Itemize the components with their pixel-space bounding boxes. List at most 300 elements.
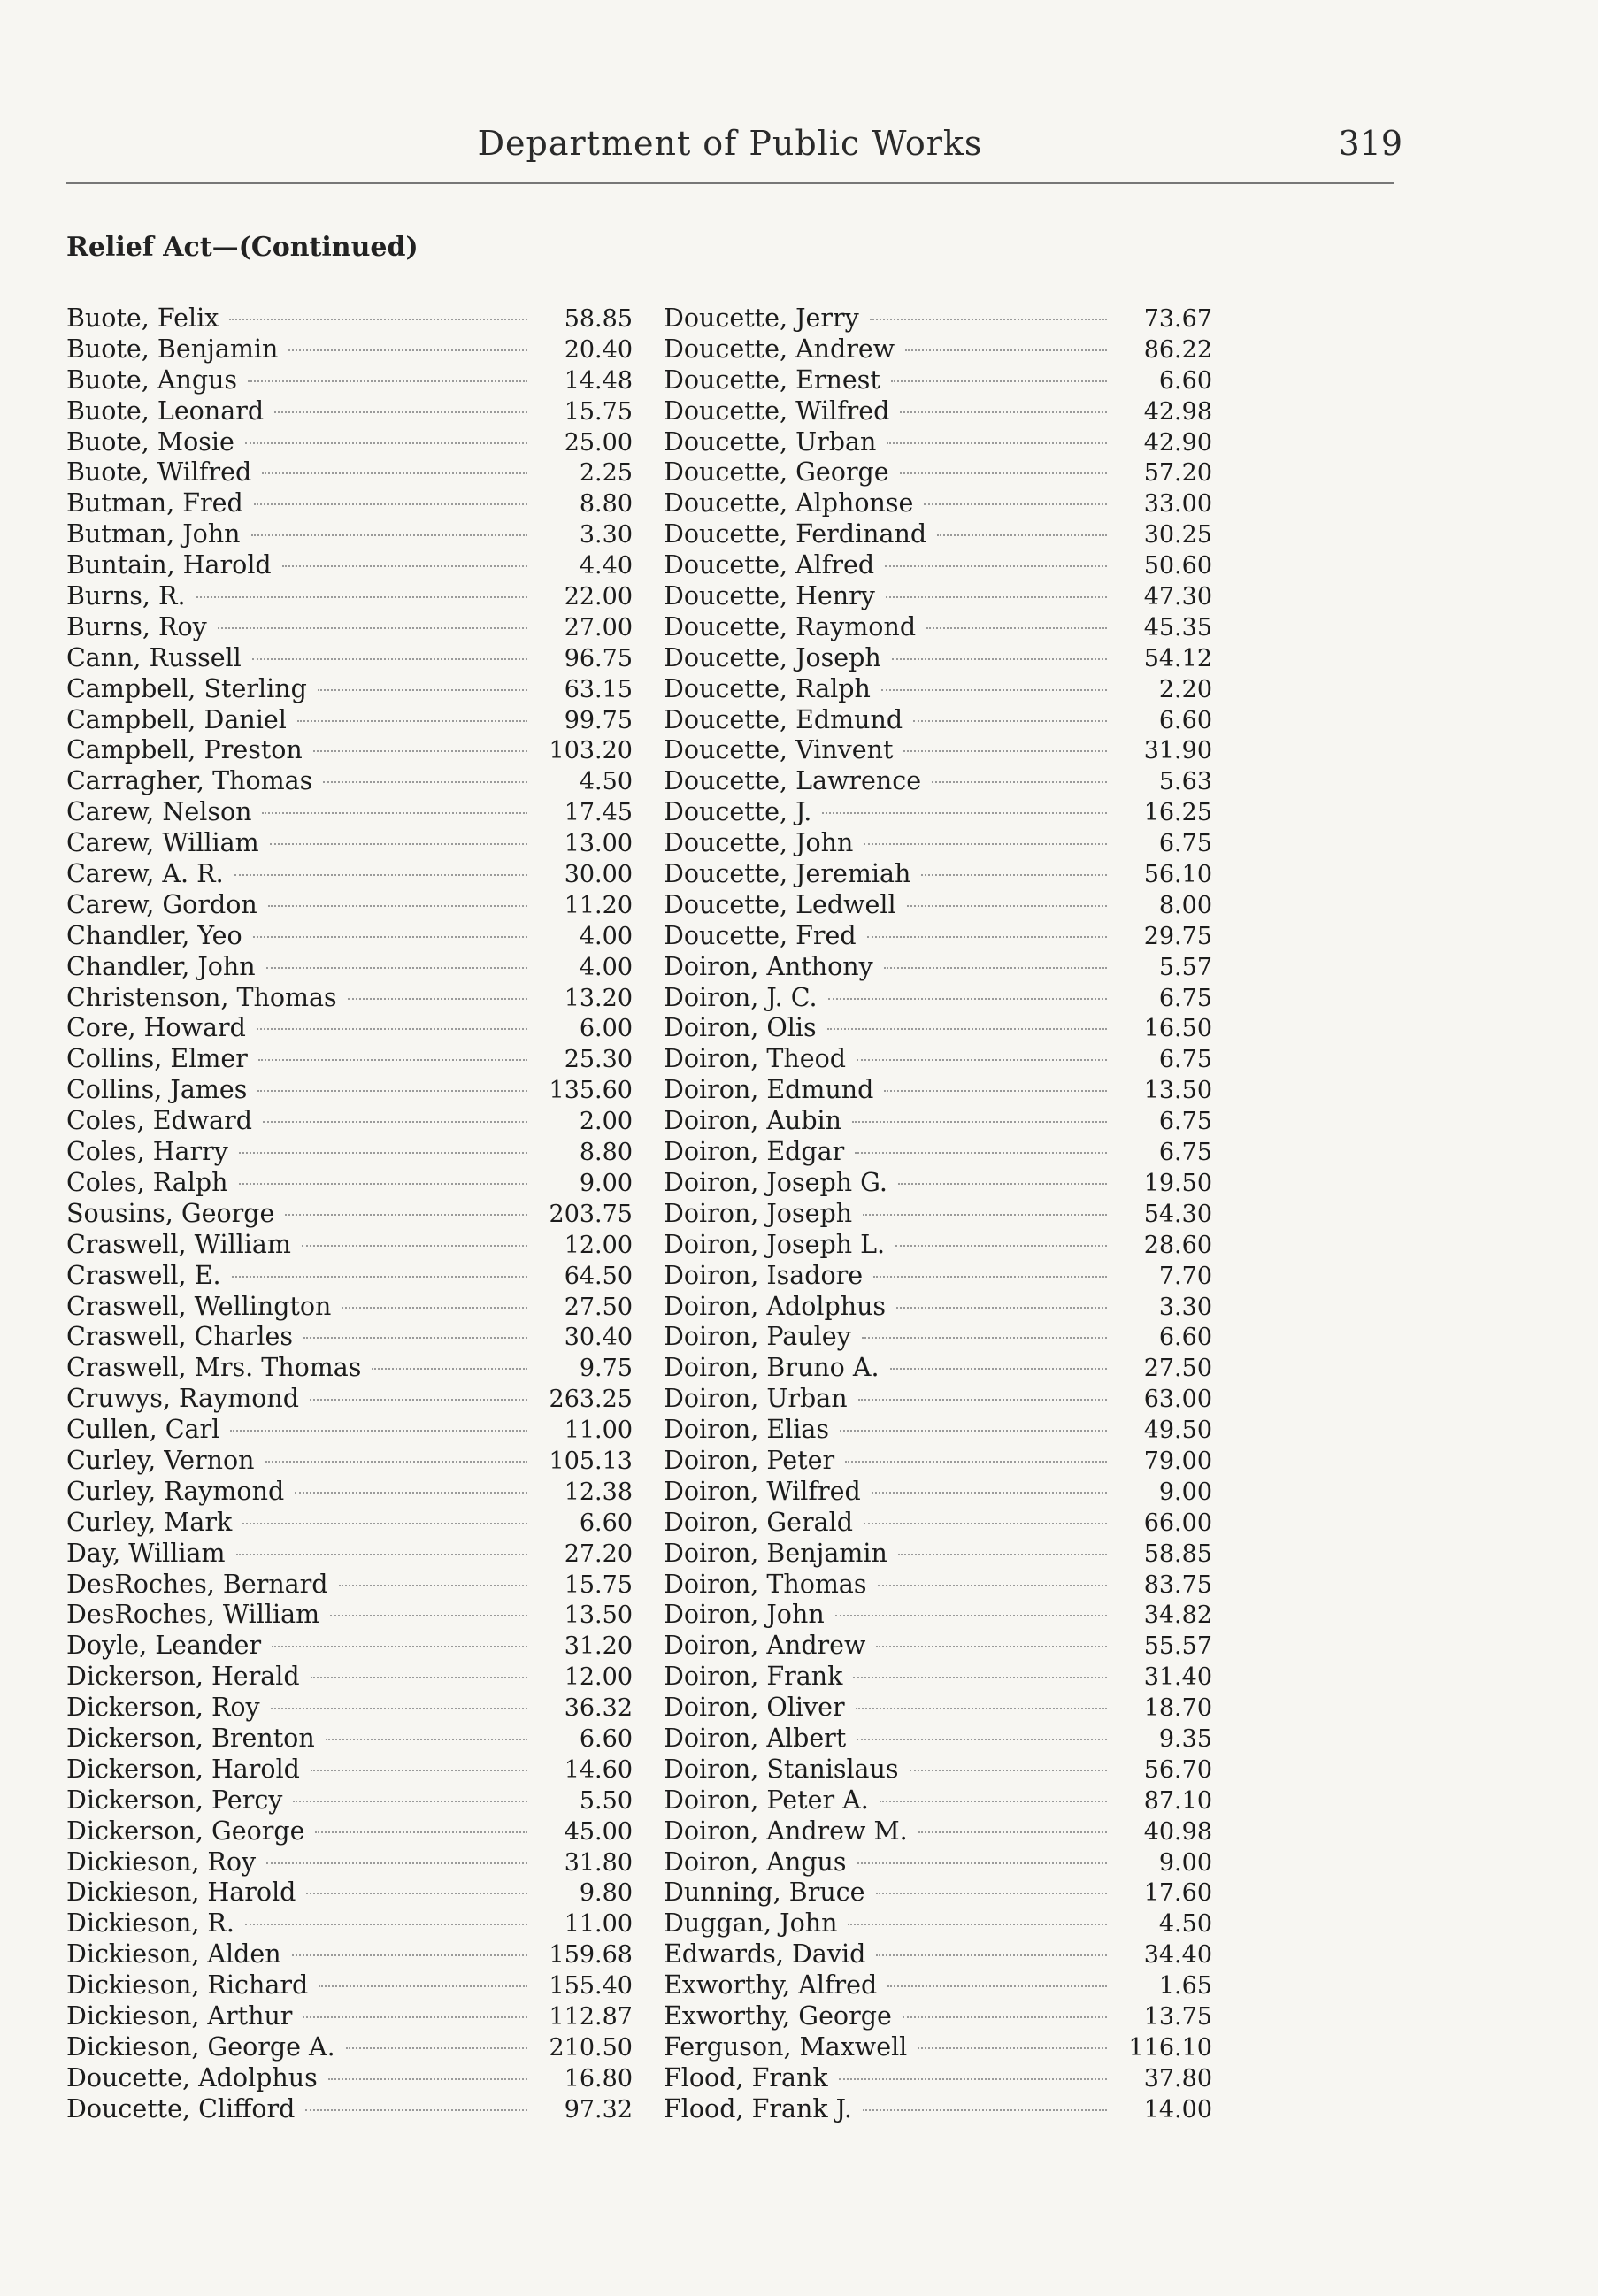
dot-leader xyxy=(258,1059,527,1061)
list-item xyxy=(664,1353,1212,1384)
entry-amount: 9.00 xyxy=(579,1169,633,1197)
entry-amount: 4.50 xyxy=(1158,1910,1212,1939)
entry-name: Chandler, Yeo xyxy=(66,920,242,950)
entry-amount: 6.60 xyxy=(579,1509,633,1537)
entry-name: Buote, Wilfred xyxy=(66,457,252,488)
entry-amount: 79.00 xyxy=(1143,1447,1212,1475)
entry-name: Doyle, Leander xyxy=(66,1631,262,1661)
entry-amount: 13.75 xyxy=(1143,2002,1212,2031)
dot-leader xyxy=(239,1152,527,1154)
entry-amount: 49.50 xyxy=(1143,1417,1212,1445)
dot-leader xyxy=(924,503,1107,505)
entry-name: Exworthy, George xyxy=(664,2000,892,2031)
list-item xyxy=(66,550,633,581)
entry-name: Carew, Gordon xyxy=(66,889,257,919)
dot-leader xyxy=(266,967,527,969)
entry-amount: 87.10 xyxy=(1143,1786,1212,1815)
entry-name: Doucette, Raymond xyxy=(664,611,917,641)
dot-leader xyxy=(876,1893,1108,1894)
entry-name: Doiron, Theod xyxy=(664,1044,847,1074)
entry-amount: 63.00 xyxy=(1143,1386,1212,1414)
list-item xyxy=(66,1230,633,1261)
dot-leader xyxy=(303,1337,527,1339)
list-item xyxy=(66,1693,633,1724)
entry-name: Craswell, E. xyxy=(66,1260,221,1290)
list-item xyxy=(664,2094,1212,2125)
entry-name: Collins, James xyxy=(66,1075,248,1105)
list-item xyxy=(66,488,633,519)
dot-leader xyxy=(828,998,1107,1000)
list-item xyxy=(66,1508,633,1539)
entry-amount: 9.80 xyxy=(579,1879,633,1908)
entry-name: Burns, R. xyxy=(66,581,186,611)
entry-name: Doiron, Joseph xyxy=(664,1198,853,1228)
dot-leader xyxy=(285,1214,527,1216)
list-item xyxy=(66,921,633,952)
list-item xyxy=(664,828,1212,859)
dot-leader xyxy=(858,1399,1107,1401)
dot-leader xyxy=(196,596,527,598)
list-item xyxy=(66,735,633,766)
dot-leader xyxy=(898,1554,1107,1555)
entry-amount: 3.30 xyxy=(1158,1293,1212,1321)
entry-amount: 25.30 xyxy=(564,1046,633,1074)
entry-name: Chandler, John xyxy=(66,951,256,981)
dot-leader xyxy=(252,658,527,660)
entry-amount: 30.40 xyxy=(564,1324,633,1352)
entry-amount: 103.20 xyxy=(549,737,633,765)
dot-leader xyxy=(274,411,527,413)
entry-name: Christenson, Thomas xyxy=(66,982,337,1012)
dot-leader xyxy=(326,1739,527,1740)
entry-name: Burns, Roy xyxy=(66,611,207,641)
entry-amount: 58.85 xyxy=(564,305,633,333)
entry-amount: 22.00 xyxy=(564,583,633,611)
entry-amount: 12.00 xyxy=(564,1663,633,1692)
dot-leader xyxy=(921,874,1107,876)
list-item xyxy=(664,396,1212,427)
list-item xyxy=(66,1939,633,1970)
list-item xyxy=(664,2063,1212,2094)
list-item xyxy=(66,1724,633,1755)
entry-amount: 27.00 xyxy=(564,613,633,641)
dot-leader xyxy=(270,843,527,845)
dot-leader xyxy=(328,2078,527,2080)
dot-leader xyxy=(910,1770,1107,1771)
entry-amount: 155.40 xyxy=(549,1972,633,2000)
list-item xyxy=(66,1261,633,1292)
list-item xyxy=(66,1477,633,1508)
left-column xyxy=(66,303,633,2125)
dot-leader xyxy=(885,565,1107,567)
dot-leader xyxy=(342,1307,527,1309)
list-item xyxy=(664,1168,1212,1199)
entry-amount: 58.85 xyxy=(1143,1540,1212,1568)
entry-amount: 16.80 xyxy=(564,2064,633,2093)
list-item xyxy=(664,1724,1212,1755)
dot-leader xyxy=(827,1028,1107,1030)
entry-amount: 5.63 xyxy=(1158,768,1212,796)
entry-name: Doiron, Albert xyxy=(664,1723,847,1753)
entry-amount: 135.60 xyxy=(549,1077,633,1105)
entry-amount: 2.00 xyxy=(579,1108,633,1136)
dot-leader xyxy=(305,2109,527,2111)
entry-amount: 30.25 xyxy=(1143,521,1212,549)
list-item xyxy=(664,1446,1212,1477)
entry-amount: 29.75 xyxy=(1143,922,1212,950)
list-item xyxy=(664,1013,1212,1044)
entry-amount: 8.00 xyxy=(1158,891,1212,919)
dot-leader xyxy=(295,1492,527,1494)
entry-name: Dunning, Bruce xyxy=(664,1877,865,1908)
dot-leader xyxy=(903,750,1107,752)
list-item xyxy=(664,1539,1212,1570)
entry-amount: 50.60 xyxy=(1143,552,1212,580)
dot-leader xyxy=(895,1245,1107,1247)
dot-leader xyxy=(862,1337,1107,1339)
list-item xyxy=(66,797,633,828)
dot-leader xyxy=(292,1954,527,1956)
entry-name: Edwards, David xyxy=(664,1939,866,1970)
dot-leader xyxy=(257,1090,527,1092)
section-title: Relief Act—(Continued) xyxy=(66,232,419,263)
list-item xyxy=(66,1970,633,2001)
entry-name: Buote, Felix xyxy=(66,303,219,333)
dot-leader xyxy=(339,1585,527,1586)
dot-leader xyxy=(330,1615,527,1616)
list-item xyxy=(66,1168,633,1199)
entry-amount: 27.20 xyxy=(564,1540,633,1568)
entry-amount: 159.68 xyxy=(549,1941,633,1970)
dot-leader xyxy=(872,1492,1107,1494)
list-item xyxy=(664,1847,1212,1878)
dot-leader xyxy=(864,843,1107,845)
entry-amount: 210.50 xyxy=(549,2033,633,2062)
entry-amount: 5.57 xyxy=(1158,953,1212,981)
entry-name: Cullen, Carl xyxy=(66,1415,220,1445)
entry-amount: 9.00 xyxy=(1158,1478,1212,1506)
entry-name: Doiron, Peter xyxy=(664,1445,835,1475)
entry-amount: 27.50 xyxy=(1143,1355,1212,1383)
entry-name: Doiron, Olis xyxy=(664,1013,817,1043)
entry-amount: 18.70 xyxy=(1143,1694,1212,1723)
entry-name: Doiron, Edgar xyxy=(664,1137,845,1167)
entry-amount: 105.13 xyxy=(549,1447,633,1475)
list-item xyxy=(664,1044,1212,1075)
list-item xyxy=(66,1446,633,1477)
list-item xyxy=(66,396,633,427)
list-item xyxy=(66,859,633,890)
entry-amount: 99.75 xyxy=(564,706,633,734)
dot-leader xyxy=(318,689,527,691)
list-item xyxy=(66,1106,633,1137)
entry-name: Craswell, William xyxy=(66,1229,291,1259)
list-item xyxy=(66,1013,633,1044)
list-item xyxy=(66,1539,633,1570)
entry-name: Ferguson, Maxwell xyxy=(664,2031,908,2062)
entry-amount: 25.00 xyxy=(564,428,633,457)
dot-leader xyxy=(873,1276,1107,1278)
list-item xyxy=(664,1384,1212,1415)
entry-name: Doiron, Peter A. xyxy=(664,1785,869,1815)
entry-name: DesRoches, Bernard xyxy=(66,1569,328,1599)
entry-name: Flood, Frank xyxy=(664,2062,828,2093)
list-item xyxy=(66,705,633,736)
entry-amount: 27.50 xyxy=(564,1293,633,1321)
entry-amount: 20.40 xyxy=(564,335,633,364)
list-item xyxy=(66,643,633,674)
dot-leader xyxy=(900,411,1107,413)
list-item xyxy=(664,2032,1212,2063)
dot-leader xyxy=(855,1152,1107,1154)
list-item xyxy=(664,859,1212,890)
entry-amount: 5.50 xyxy=(579,1786,633,1815)
entry-name: Doucette, Fred xyxy=(664,920,857,950)
list-item xyxy=(66,1816,633,1847)
entry-amount: 2.20 xyxy=(1158,675,1212,703)
entry-amount: 30.00 xyxy=(564,861,633,889)
list-item xyxy=(66,952,633,983)
entry-amount: 16.50 xyxy=(1143,1015,1212,1043)
entry-name: Carew, William xyxy=(66,828,259,858)
dot-leader xyxy=(867,936,1107,938)
list-item xyxy=(664,1693,1212,1724)
dot-leader xyxy=(242,1523,527,1524)
dot-leader xyxy=(937,534,1107,536)
entry-name: Carragher, Thomas xyxy=(66,766,313,796)
entry-name: Coles, Ralph xyxy=(66,1167,228,1197)
entry-amount: 31.90 xyxy=(1143,737,1212,765)
entry-amount: 12.38 xyxy=(564,1478,633,1506)
entry-name: Curley, Vernon xyxy=(66,1445,255,1475)
list-item xyxy=(664,2001,1212,2032)
entry-name: Carew, A. R. xyxy=(66,859,224,889)
dot-leader xyxy=(303,2016,527,2018)
dot-leader xyxy=(245,442,527,444)
entry-amount: 3.30 xyxy=(579,521,633,549)
list-item xyxy=(66,828,633,859)
list-item xyxy=(664,334,1212,365)
dot-leader xyxy=(932,781,1107,783)
dot-leader xyxy=(306,1893,527,1894)
dot-leader xyxy=(835,1615,1107,1616)
entry-name: Cruwys, Raymond xyxy=(66,1384,300,1414)
entry-amount: 83.75 xyxy=(1143,1570,1212,1599)
entry-name: Coles, Harry xyxy=(66,1137,228,1167)
entry-name: Carew, Nelson xyxy=(66,797,252,827)
entry-amount: 8.80 xyxy=(579,490,633,518)
entry-name: Doiron, Frank xyxy=(664,1662,843,1692)
entry-amount: 4.50 xyxy=(579,768,633,796)
list-item xyxy=(664,1106,1212,1137)
list-item xyxy=(664,1261,1212,1292)
dot-leader xyxy=(852,1121,1107,1123)
list-item xyxy=(664,1755,1212,1785)
entry-amount: 15.75 xyxy=(564,397,633,426)
entry-name: Doucette, J. xyxy=(664,797,812,827)
list-item xyxy=(66,766,633,797)
entry-amount: 4.40 xyxy=(579,552,633,580)
entry-amount: 37.80 xyxy=(1143,2064,1212,2093)
dot-leader xyxy=(880,1801,1107,1802)
list-item xyxy=(66,674,633,705)
entry-amount: 9.00 xyxy=(1158,1848,1212,1877)
entry-name: Craswell, Wellington xyxy=(66,1291,332,1321)
entry-name: Dickieson, Roy xyxy=(66,1847,257,1877)
list-item xyxy=(66,1570,633,1601)
list-item xyxy=(66,612,633,643)
list-item xyxy=(664,1570,1212,1601)
list-item xyxy=(664,1785,1212,1816)
list-item xyxy=(664,1322,1212,1353)
list-item xyxy=(66,1908,633,1939)
entry-name: Core, Howard xyxy=(66,1013,246,1043)
dot-leader xyxy=(856,1708,1107,1709)
list-item xyxy=(664,365,1212,396)
dot-leader xyxy=(262,472,527,474)
dot-leader xyxy=(262,812,527,814)
entry-name: Doucette, Wilfred xyxy=(664,395,890,426)
entry-amount: 14.60 xyxy=(564,1755,633,1784)
list-item xyxy=(664,1970,1212,2001)
entry-amount: 13.00 xyxy=(564,830,633,858)
entry-name: Doiron, Edmund xyxy=(664,1075,874,1105)
list-item xyxy=(664,1816,1212,1847)
entry-name: Duggan, John xyxy=(664,1908,838,1939)
dot-leader xyxy=(248,380,527,382)
entry-amount: 19.50 xyxy=(1143,1169,1212,1197)
entry-amount: 9.75 xyxy=(579,1355,633,1383)
dot-leader xyxy=(254,503,527,505)
dot-leader xyxy=(288,349,527,351)
entry-amount: 45.35 xyxy=(1143,613,1212,641)
entry-name: Doucette, George xyxy=(664,457,889,488)
entry-amount: 33.00 xyxy=(1143,490,1212,518)
entry-name: Doucette, Ralph xyxy=(664,673,871,703)
entry-name: Doiron, Oliver xyxy=(664,1693,845,1723)
entry-amount: 6.60 xyxy=(1158,706,1212,734)
page-title: Department of Public Works xyxy=(477,124,983,163)
entry-name: Craswell, Mrs. Thomas xyxy=(66,1353,362,1383)
dot-leader xyxy=(230,1430,527,1432)
dot-leader xyxy=(268,905,527,907)
dot-leader xyxy=(887,442,1107,444)
entry-name: Doiron, Anthony xyxy=(664,951,873,981)
list-item xyxy=(66,1415,633,1446)
dot-leader xyxy=(848,1924,1107,1925)
dot-leader xyxy=(857,1059,1107,1061)
list-item xyxy=(664,1877,1212,1908)
entry-name: Doiron, John xyxy=(664,1600,825,1630)
dot-leader xyxy=(257,1028,527,1030)
list-item xyxy=(664,1600,1212,1631)
dot-leader xyxy=(839,2078,1107,2080)
entry-amount: 54.12 xyxy=(1143,644,1212,672)
entry-name: Dickieson, Harold xyxy=(66,1877,296,1908)
entry-amount: 56.70 xyxy=(1143,1755,1212,1784)
dot-leader xyxy=(876,1954,1107,1956)
list-item xyxy=(66,1322,633,1353)
list-item xyxy=(664,643,1212,674)
entry-name: Doiron, Adolphus xyxy=(664,1291,887,1321)
entry-name: Exworthy, Alfred xyxy=(664,1970,878,2000)
dot-leader xyxy=(900,472,1107,474)
entry-amount: 73.67 xyxy=(1143,305,1212,333)
list-item xyxy=(664,1908,1212,1939)
header-rule xyxy=(66,182,1394,184)
entry-name: Dickerson, Percy xyxy=(66,1785,283,1815)
entry-name: Buote, Mosie xyxy=(66,426,234,457)
list-item xyxy=(66,1075,633,1106)
dot-leader xyxy=(891,380,1107,382)
entry-amount: 13.20 xyxy=(564,984,633,1012)
entry-amount: 66.00 xyxy=(1143,1509,1212,1537)
entry-name: Butman, Fred xyxy=(66,488,243,518)
dot-leader xyxy=(232,1276,527,1278)
entry-name: Collins, Elmer xyxy=(66,1044,248,1074)
dot-leader xyxy=(863,1214,1107,1216)
entry-name: Doucette, Ferdinand xyxy=(664,519,927,549)
dot-leader xyxy=(913,720,1107,722)
entry-amount: 112.87 xyxy=(549,2002,633,2031)
entry-amount: 97.32 xyxy=(564,2095,633,2123)
entry-name: Doiron, Stanislaus xyxy=(664,1754,899,1784)
entry-amount: 96.75 xyxy=(564,644,633,672)
dot-leader xyxy=(863,2109,1107,2111)
entry-amount: 8.80 xyxy=(579,1139,633,1167)
entry-amount: 17.45 xyxy=(564,799,633,827)
entry-name: Doucette, Jerry xyxy=(664,303,859,333)
dot-leader xyxy=(892,658,1107,660)
entry-name: Dickieson, Alden xyxy=(66,1939,281,1970)
right-column xyxy=(664,303,1212,2125)
list-item xyxy=(66,1044,633,1075)
dot-leader xyxy=(236,1554,527,1555)
dot-leader xyxy=(905,349,1107,351)
entry-name: Doiron, Benjamin xyxy=(664,1538,887,1568)
entry-amount: 34.82 xyxy=(1143,1601,1212,1630)
entry-name: Doucette, Clifford xyxy=(66,2093,296,2123)
dot-leader xyxy=(822,812,1107,814)
entry-name: Doucette, Ernest xyxy=(664,365,880,395)
entry-amount: 6.60 xyxy=(1158,1324,1212,1352)
entry-amount: 6.75 xyxy=(1158,1108,1212,1136)
entry-amount: 40.98 xyxy=(1143,1817,1212,1846)
entry-amount: 6.75 xyxy=(1158,984,1212,1012)
list-item xyxy=(664,1477,1212,1508)
list-item xyxy=(664,1137,1212,1168)
entry-amount: 34.40 xyxy=(1143,1941,1212,1970)
entry-amount: 11.20 xyxy=(564,891,633,919)
dot-leader xyxy=(323,781,527,783)
dot-leader xyxy=(907,905,1107,907)
entry-name: Day, William xyxy=(66,1538,226,1568)
list-item xyxy=(664,1075,1212,1106)
entry-name: Doucette, Edmund xyxy=(664,704,903,734)
entry-amount: 6.75 xyxy=(1158,1046,1212,1074)
entry-amount: 31.80 xyxy=(564,1848,633,1877)
entry-amount: 63.15 xyxy=(564,675,633,703)
dot-leader xyxy=(302,1245,527,1247)
entry-name: Doiron, J. C. xyxy=(664,982,818,1012)
entry-name: Doiron, Isadore xyxy=(664,1260,864,1290)
list-item xyxy=(66,2094,633,2125)
entry-name: Sousins, George xyxy=(66,1198,275,1228)
page-header xyxy=(66,124,1402,177)
list-item xyxy=(66,1631,633,1662)
entry-amount: 57.20 xyxy=(1143,459,1212,488)
dot-leader xyxy=(853,1677,1107,1678)
